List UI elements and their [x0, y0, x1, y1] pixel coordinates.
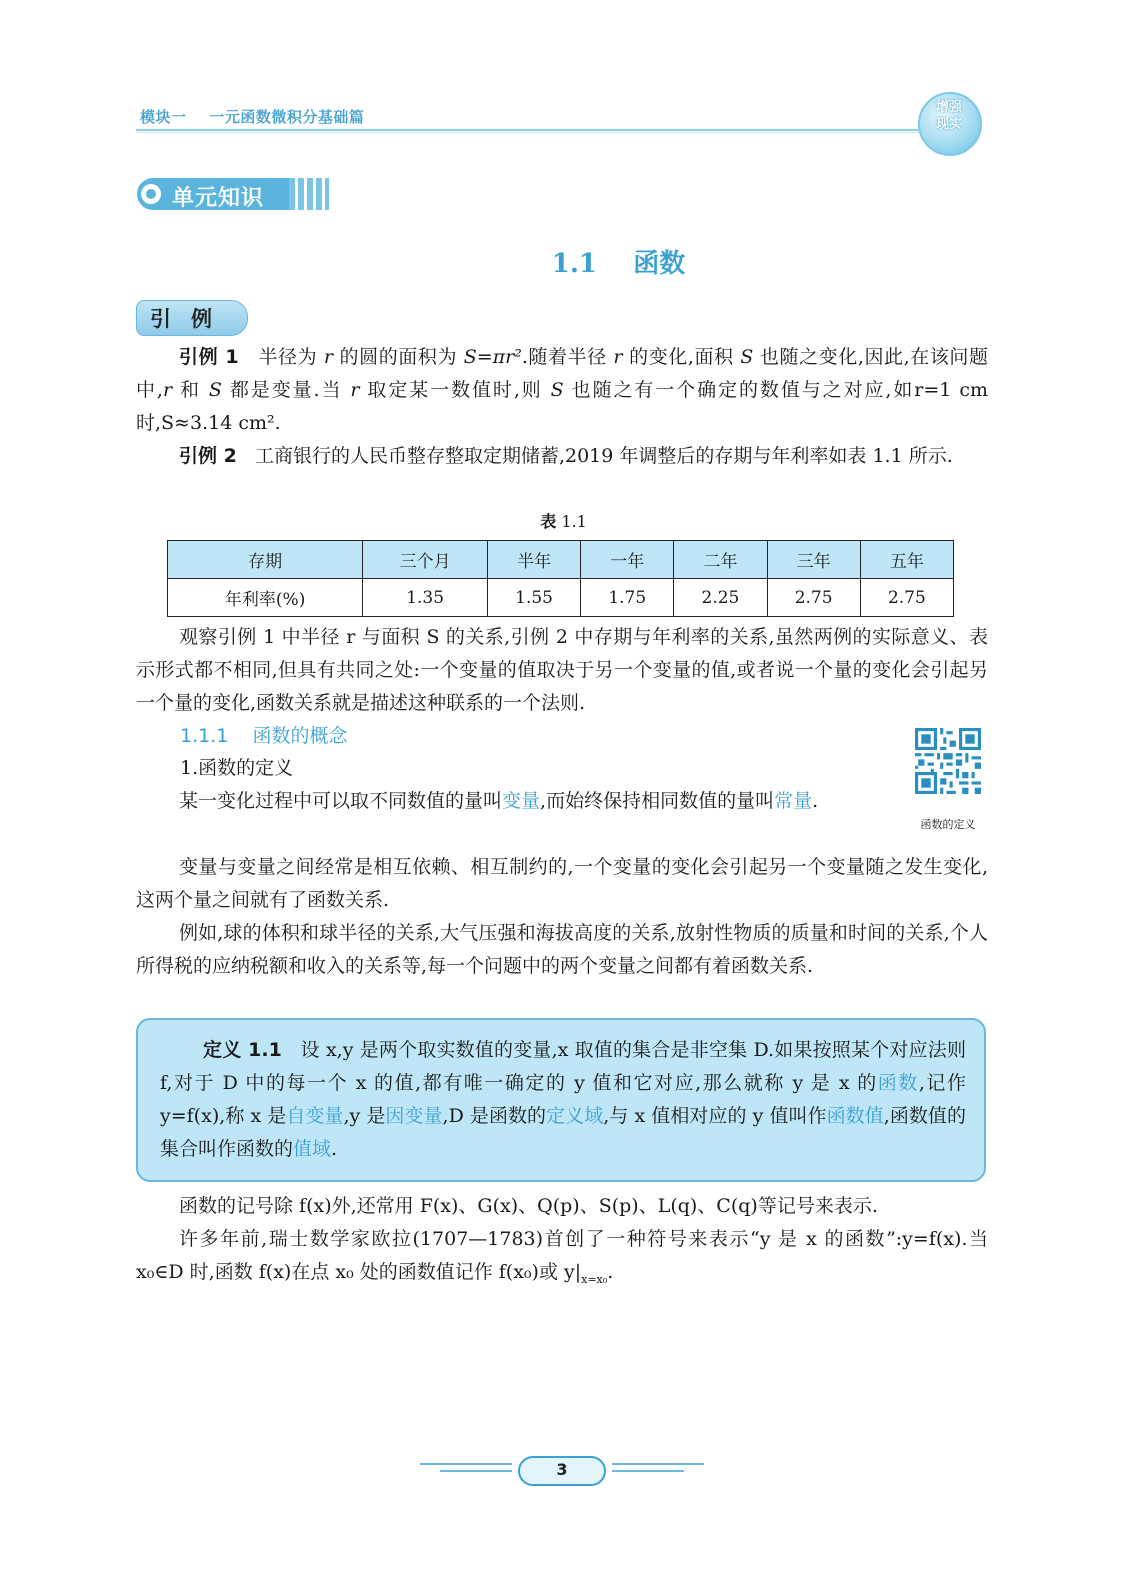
observation-paragraph: 观察引例 1 中半径 r 与面积 S 的关系,引例 2 中存期与年利率的关系,虽然两例的实际意义、表示形式都不相同,但具有共同之处:一个变量的值取决于另一个变量的值,或者说一个量的变化会引起另一个量的变化,函数关系就是描述这种联系的一个法则.	[136, 626, 988, 714]
qr-caption: 函数的定义	[920, 818, 976, 831]
keyword-domain: 定义域	[546, 1105, 604, 1127]
example-1-paragraph: 引例 1 半径为 r 的圆的面积为 S=πr².随着半径 r 的变化,面积 S 也随之变化,因此,在该问题中,r 和 S 都是变量.当 r 取定某一数值时,则 S 也随之有一个确定的数值与之对应,如r=1 cm 时,S≈3.14 cm².	[136, 346, 988, 434]
table-cell: 2.25	[674, 579, 767, 617]
ar-badge-label: 增强 现实	[935, 100, 962, 132]
table-header-cell: 一年	[581, 541, 674, 579]
header-rule	[136, 129, 926, 131]
header-rule-light	[136, 132, 926, 133]
table-row	[168, 579, 954, 617]
table-header-cell: 半年	[487, 541, 580, 579]
subsection-heading: 1.1.1 函数的概念	[180, 725, 348, 747]
table-cell: 年利率(%)	[168, 579, 363, 617]
dependency-paragraph: 变量与变量之间经常是相互依赖、相互制约的,一个变量的变化会引起另一个变量随之发生变化,这两个量之间就有了函数关系.	[136, 856, 988, 911]
table-header-cell: 五年	[860, 541, 953, 579]
table-header-cell: 二年	[674, 541, 767, 579]
footer-rule-left	[420, 1463, 512, 1465]
table-header-cell: 存期	[168, 541, 363, 579]
example-2-paragraph: 引例 2 工商银行的人民币整存整取定期储蓄,2019 年调整后的存期与年利率如表 1.1 所示.	[179, 445, 953, 467]
variable-paragraph: 某一变化过程中可以取不同数值的量叫变量,而始终保持相同数值的量叫常量.	[179, 790, 819, 812]
table-header-cell: 三年	[767, 541, 860, 579]
table-cell: 2.75	[767, 579, 860, 617]
examples-paragraph: 例如,球的体积和球半径的关系,大气压强和海拔高度的关系,放射性物质的质量和时间的关系,个人所得税的应纳税额和收入的关系等,每一个问题中的两个变量之间都有着函数关系.	[136, 922, 988, 977]
interest-rate-table	[167, 540, 954, 617]
section-banner-title: 单元知识	[172, 186, 265, 211]
table-cell: 1.75	[581, 579, 674, 617]
table-cell: 1.55	[487, 579, 580, 617]
banner-bullet-dot	[146, 189, 156, 199]
keyword-function-value: 函数值	[826, 1105, 884, 1127]
definition-subheading: 1.函数的定义	[180, 757, 294, 779]
footer-rule-right	[612, 1463, 704, 1465]
table-cell: 2.75	[860, 579, 953, 617]
table-cell: 1.35	[363, 579, 488, 617]
table-caption: 表 1.1	[540, 512, 587, 531]
keyword-function: 函数	[877, 1072, 919, 1094]
table-header-cell: 三个月	[363, 541, 488, 579]
keyword-range: 值域	[293, 1138, 332, 1160]
running-header: 模块一 一元函数微积分基础篇	[140, 108, 365, 126]
keyword-independent-variable: 自变量	[286, 1105, 344, 1127]
section-banner-stripes	[289, 178, 329, 210]
keyword-constant: 常	[774, 790, 794, 812]
footer-rule-left-2	[440, 1470, 512, 1472]
page-number: 3	[556, 1460, 568, 1479]
footer-rule-right-2	[612, 1470, 684, 1472]
page-title: 1.1 函数	[551, 249, 686, 279]
table-header-row	[168, 541, 954, 579]
intro-tag-label: 引例	[150, 307, 232, 331]
euler-paragraph: 许多年前,瑞士数学家欧拉(1707—1783)首创了一种符号来表示“y 是 x 的函数”:y=f(x).当 x₀∈D 时,函数 f(x)在点 x₀ 处的函数值记作 f(x₀)或 $y|_{x=x_0}$.	[136, 1228, 988, 1286]
definition-text: 定义 1.1 设 x,y 是两个取实数值的变量,x 取值的集合是非空集 D.如果按照某个对应法则 f,对于 D 中的每一个 x 的值,都有唯一确定的 y 值和它对应,那么就称 y 是 x 的函数,记作 y=f(x),称 x 是自变量,y 是因变量,D 是函数的定义域,与 x 值相对应的 y 值叫作函数值,函数值的集合叫作函数的值域.	[160, 1039, 967, 1160]
keyword-dependent-variable: 因变量	[385, 1105, 443, 1127]
qr-code-icon[interactable]	[915, 728, 981, 794]
notation-paragraph: 函数的记号除 f(x)外,还常用 F(x)、G(x)、Q(p)、S(p)、L(q)、C(q)等记号来表示.	[179, 1195, 878, 1217]
keyword-variable: 变量	[502, 790, 541, 812]
